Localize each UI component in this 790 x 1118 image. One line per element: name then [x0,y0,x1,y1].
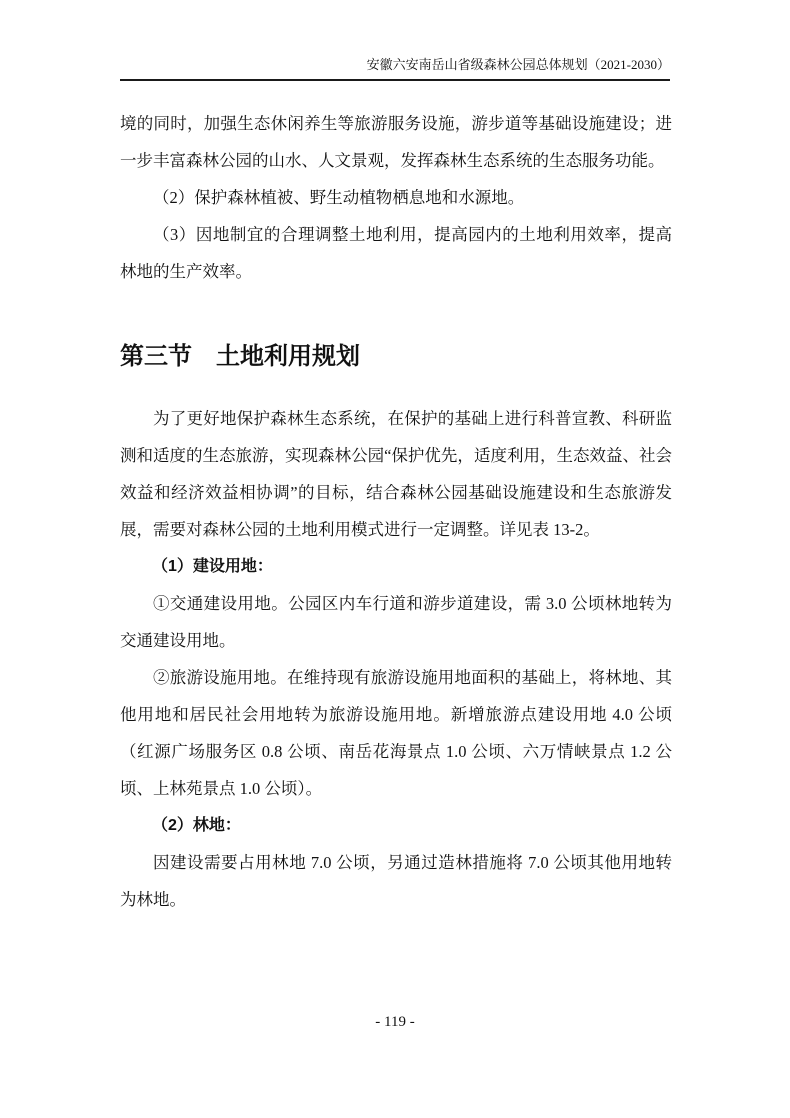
paragraph-forest-land: 因建设需要占用林地 7.0 公顷，另通过造林措施将 7.0 公顷其他用地转为林地。 [120,853,672,909]
label-forest-land: （2）林地： [152,817,241,834]
paragraph-item-2: （2）保护森林植被、野生动植物栖息地和水源地。 [153,188,525,207]
page-body [120,105,672,918]
paragraph-continuation: 境的同时，加强生态休闲养生等旅游服务设施，游步道等基础设施建设；进一步丰富森林公园的山水、人文景观，发挥森林生态系统的生态服务功能。 [120,114,672,170]
paragraph-item-3: （3）因地制宜的合理调整土地利用，提高园内的土地利用效率，提高林地的生产效率。 [120,225,672,281]
section-heading: 第三节 土地利用规划 [120,343,360,370]
page-header [120,56,670,81]
label-construction-land: （1）建设用地： [152,558,273,575]
page-number: - 119 - [375,1014,415,1030]
page-footer [0,1012,790,1032]
paragraph-intro: 为了更好地保护森林生态系统，在保护的基础上进行科普宣教、科研监测和适度的生态旅游，实现森林公园“保护优先，适度利用，生态效益、社会效益和经济效益相协调”的目标，结合森林公园基础设施建设和生态旅游发展，需要对森林公园的土地利用模式进行一定调整。详见表 13-2。 [120,409,672,539]
header-title: 安徽六安南岳山省级森林公园总体规划（2021-2030） [366,57,670,72]
paragraph-traffic-land: ①交通建设用地。公园区内车行道和游步道建设，需 3.0 公顷林地转为交通建设用地。 [120,594,672,650]
paragraph-tourism-land: ②旅游设施用地。在维持现有旅游设施用地面积的基础上，将林地、其他用地和居民社会用地转为旅游设施用地。新增旅游点建设用地 4.0 公顷（红源广场服务区 0.8 公顷、南岳花海景点 1.0 公顷、六万情峡景点 1.2 公顷、上林苑景点 1.0 公顷）。 [120,668,672,798]
